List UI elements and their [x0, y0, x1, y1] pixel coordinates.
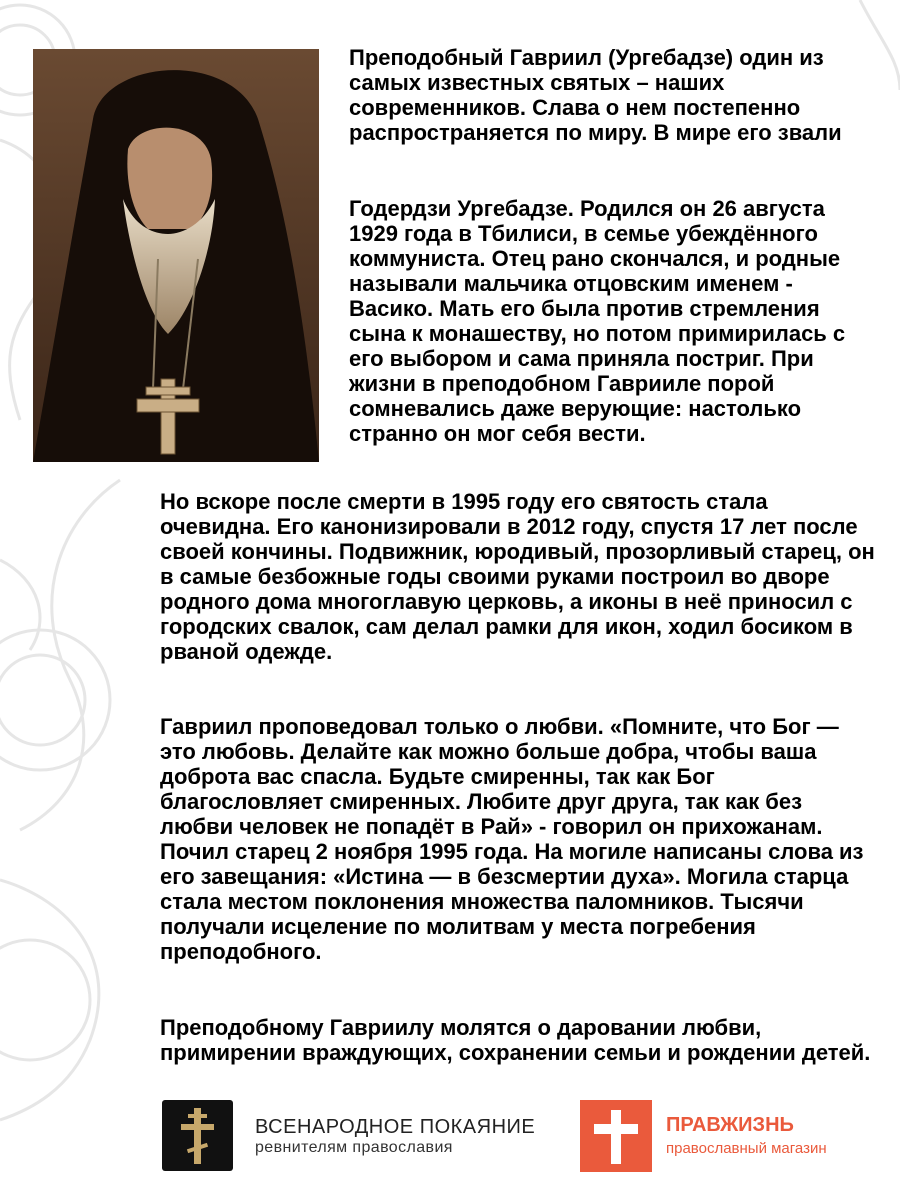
pravzhizn-subtitle: православный магазин — [666, 1140, 827, 1157]
article-paragraph-intro: Преподобный Гавриил (Ургебадзе) один из самых известных святых – наших современников. Слава о нем постепенно распространяется по миру. В мире его звали — [349, 45, 842, 145]
article-paragraph-biography: Годердзи Ургебадзе. Родился он 26 августа 1929 года в Тбилиси, в семье убеждённого коммуниста. Отец рано скончался, и родные называли мальчика отцовским именем - Васико. Мать его была против стремления сына к монашеству, но потом примирилась с его выбором и сама приняла постриг. При жизни в преподобном Гаврииле порой сомневались даже верующие: настолько странно он мог себя вести. — [349, 196, 846, 446]
pravzhizn-title: ПРАВЖИЗНЬ — [666, 1114, 794, 1136]
vsenarodnoe-pokayanie-title: ВСЕНАРОДНОЕ ПОКАЯНИЕ — [255, 1116, 536, 1138]
article-paragraph-teaching: Гавриил проповедовал только о любви. «Помните, что Бог — это любовь. Делайте как можно больше добра, чтобы ваша доброта вас спасла. Будьте смиренны, так как Бог благословляет смиренных. Любите друг друга, так как без любви человек не попадёт в Рай» - говорил он прихожанам. Почил старец 2 ноября 1995 года. На могиле написаны слова из его завещания: «Истина — в безсмертии духа». Могила старца стала местом поклонения множества паломников. Тысячи получали исцеление по молитвам у места погребения преподобного. — [160, 714, 864, 964]
portrait-photo — [33, 49, 319, 462]
cross-logo-icon — [580, 1100, 652, 1172]
vsenarodnoe-pokayanie-subtitle: ревнителям православия — [255, 1139, 453, 1156]
footer — [0, 1098, 900, 1174]
orthodox-cross-icon — [162, 1100, 233, 1171]
article-paragraph-canonization: Но вскоре после смерти в 1995 году его святость стала очевидна. Его канонизировали в 2012 году, спустя 17 лет после своей кончины. Подвижник, юродивый, прозорливый старец, он в самые безбожные годы своими руками построил во дворе родного дома многоглавую церковь, а иконы в неё приносил с городских свалок, сам делал рамки для икон, ходил босиком в рваной одежде. — [160, 489, 875, 664]
article-paragraph-prayers: Преподобному Гавриилу молятся о даровании любви, примирении враждующих, сохранении семьи и рождении детей. — [160, 1015, 871, 1065]
